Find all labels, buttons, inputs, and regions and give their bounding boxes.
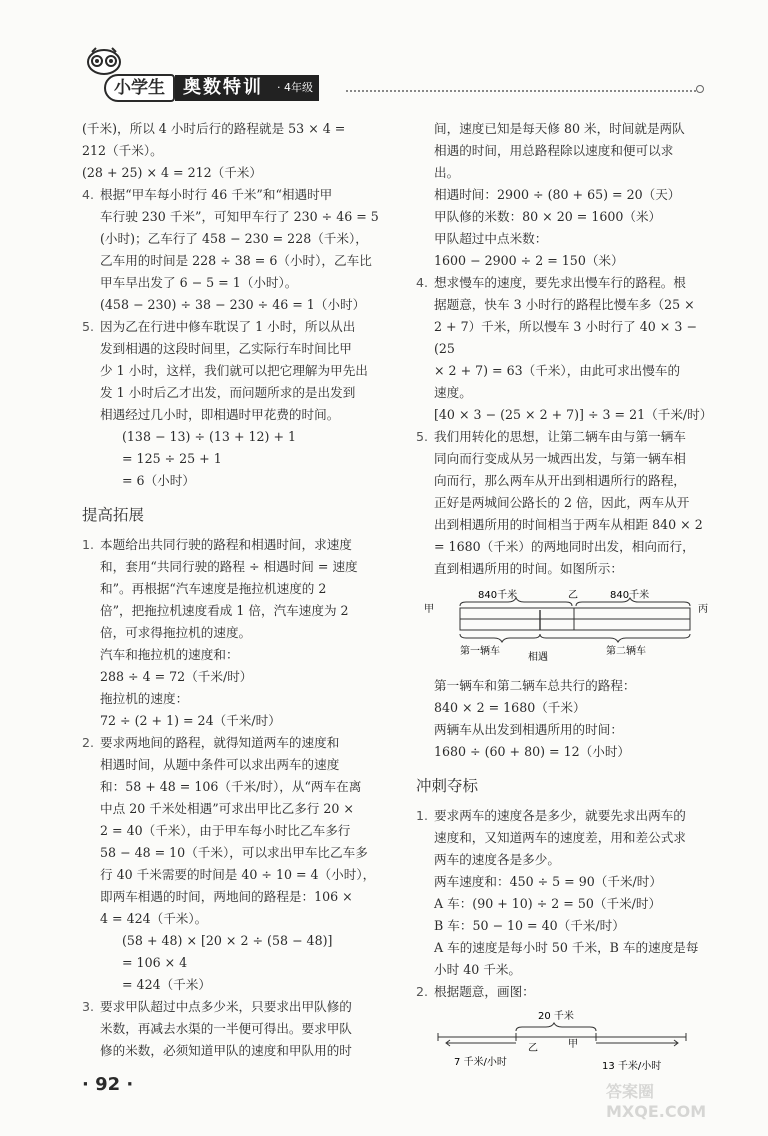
text-line: 同向而行变成从另一城西出发，与第一辆车相	[434, 451, 686, 466]
calc-line: 288 ÷ 4 = 72（千米/时）	[100, 669, 253, 684]
watermark	[606, 1082, 756, 1126]
calc-line: (458 − 230) ÷ 38 − 230 ÷ 46 = 1（小时）	[100, 297, 366, 312]
text-line: 即两车相遇的时间，两地间的路程是：106 ×	[100, 889, 353, 904]
calc-line: 相遇时间：2900 ÷ (80 + 65) = 20（天）	[434, 187, 681, 202]
text-line: 甲车早出发了 6 − 5 = 1（小时）。	[100, 275, 298, 290]
text-line: 和”。再根据“汽车速度是拖拉机速度的 2	[100, 581, 327, 596]
item-number: 4.	[416, 275, 429, 290]
text-line: 和：58 + 48 = 106（千米/时），从“两车在离	[100, 779, 362, 794]
grade-label: · 4年级	[271, 75, 319, 101]
text-line: (小时)；乙车行了 458 − 230 = 228（千米），	[100, 231, 368, 246]
advanced-5	[416, 426, 718, 580]
calc-line: = 125 ÷ 25 + 1	[122, 451, 222, 466]
right-speed-label: 13 千米/小时	[602, 1061, 662, 1072]
label-bing: 丙	[698, 604, 708, 615]
text-line: 根据“甲车每小时行 46 千米”和“相遇时甲	[100, 187, 333, 202]
brace-car2	[540, 634, 690, 642]
segment-label-left: 840千米	[478, 590, 518, 601]
item-number: 2.	[82, 735, 95, 750]
calc-line: B 车：50 − 10 = 40（千米/时）	[434, 918, 625, 933]
text-line: 出。	[434, 165, 460, 180]
section-heading-advanced: 提高拓展	[82, 506, 145, 524]
text-line: 正好是两城间公路长的 2 倍，因此，两车从开	[434, 495, 690, 510]
text-line: 根据题意，画图：	[434, 984, 535, 999]
book-title: 奥数特训	[175, 75, 271, 101]
text-line: 米数，再减去水渠的一半便可得出。要求甲队	[100, 1021, 352, 1036]
advanced-5-after	[416, 675, 718, 763]
advanced-3-continued	[416, 118, 718, 272]
advanced-2	[82, 732, 390, 996]
right-column	[416, 118, 718, 1082]
text-line: 我们用转化的思想，让第二辆车由与第一辆车	[434, 429, 686, 444]
text-line: 汽车和拖拉机的速度和：	[100, 647, 239, 662]
text-line: 相遇时间，从题中条件可以求出两车的速度	[100, 757, 340, 772]
text-line: 出到相遇所用的时间相当于两车从相距 840 × 2	[434, 517, 703, 532]
text-line: 速度。	[434, 385, 472, 400]
text-line: 车行驶 230 千米”，可知甲车行了 230 ÷ 46 = 5	[100, 209, 379, 224]
text-line: 58 − 48 = 10（千米），可以求出甲车比乙车多	[100, 845, 368, 860]
text-line: 想求慢车的速度，要先求出慢车行的路程。根	[434, 275, 686, 290]
advanced-1	[82, 534, 390, 732]
label-yi: 乙	[528, 1043, 538, 1054]
text-line: 和，套用“共同行驶的路程 ÷ 相遇时间 = 速度	[100, 559, 358, 574]
calc-line: 840 × 2 = 1680（千米）	[434, 700, 586, 715]
text-line: 直到相遇所用的时间。如图所示：	[434, 561, 623, 576]
calc-line: 甲队修的米数：80 × 20 = 1600（米）	[434, 209, 662, 224]
text-line: 相遇的时间，用总路程除以速度和便可以求	[434, 143, 674, 158]
text-line: 甲队超过中点米数：	[434, 231, 548, 246]
answer-4	[82, 184, 390, 316]
text-line: 中点 20 千米处相遇”可求出甲比乙多行 20 ×	[100, 801, 354, 816]
item-number: 1.	[82, 537, 95, 552]
calc-line: = 6（小时）	[122, 473, 195, 488]
text-line: 要求两车的速度各是多少，就要先求出两车的	[434, 808, 686, 823]
text-line: (千米)，所以 4 小时后行的路程就是 53 × 4 =	[82, 121, 346, 136]
text-line: 要求甲队超过中点多少米，只要求出甲队修的	[100, 999, 352, 1014]
text-line: 拖拉机的速度：	[100, 691, 189, 706]
arrow-right	[596, 1040, 678, 1046]
header-dot-end	[696, 85, 704, 93]
text-line: 倍”，把拖拉机速度看成 1 倍，汽车速度为 2	[100, 603, 349, 618]
text-line: 据题意，快车 3 小时行的路程比慢车多（25 ×	[434, 297, 695, 312]
calc-line: [40 × 3 − (25 × 2 + 7)] ÷ 3 = 21（千米/时）	[434, 407, 713, 422]
text-line: 修的米数，必须知道甲队的速度和甲队用的时	[100, 1043, 352, 1058]
text-line: 要求两地间的路程，就得知道两车的速度和	[100, 735, 340, 750]
text-line: 2 = 40（千米），由于甲车每小时比乙车多行	[100, 823, 351, 838]
text-line: 第一辆车和第二辆车总共行的路程：	[434, 678, 636, 693]
advanced-3	[82, 996, 390, 1062]
arrow-left	[446, 1040, 516, 1046]
text-line: 少 1 小时，这样，我们就可以把它理解为甲先出	[100, 363, 368, 378]
item-number: 5.	[416, 429, 429, 444]
label-jia: 甲	[424, 604, 434, 615]
challenge-1	[416, 805, 718, 981]
text-line: 相遇经过几小时，即相遇时甲花费的时间。	[100, 407, 340, 422]
distance-diagram	[416, 1007, 718, 1073]
calc-line: = 106 × 4	[122, 955, 188, 970]
text-line: 2 + 7）千米，所以慢车 3 小时行了 40 × 3 − (25	[434, 319, 697, 356]
calc-line: = 424（千米）	[122, 977, 211, 992]
page-number: · 92 ·	[82, 1074, 134, 1095]
calc-line: A 车：(90 + 10) ÷ 2 = 50（千米/时）	[434, 896, 662, 911]
text-line: 本题给出共同行驶的路程和相遇时间，求速度	[100, 537, 352, 552]
brace-top	[516, 1023, 596, 1031]
meeting-diagram	[416, 584, 718, 666]
calc-line: 72 ÷ (2 + 1) = 24（千米/时）	[100, 713, 281, 728]
item-number: 3.	[82, 999, 95, 1014]
label-yi: 乙	[568, 590, 578, 601]
watermark-text: 答案圈 MXQE.COM	[606, 1082, 707, 1121]
brand-label: 小学生	[104, 74, 175, 102]
label-jia: 甲	[568, 1039, 578, 1050]
section-heading-challenge: 冲刺夺标	[416, 777, 479, 795]
calc-line: 两车速度和：450 ÷ 5 = 90（千米/时）	[434, 874, 662, 889]
item-number: 1.	[416, 808, 429, 823]
page-header	[84, 46, 624, 106]
header-dotted-line	[346, 90, 696, 92]
item-number: 2.	[416, 984, 429, 999]
meet-label: 相遇	[528, 652, 548, 663]
book-brand	[104, 74, 319, 102]
text-line: 间，速度已知是每天修 80 米，时间就是两队	[434, 121, 685, 136]
advanced-4	[416, 272, 718, 426]
distance-label: 20 千米	[538, 1011, 574, 1022]
text-line: × 2 + 7) = 63（千米），由此可求出慢车的	[434, 363, 681, 378]
item-number: 4.	[82, 187, 95, 202]
left-column	[82, 118, 390, 1062]
text-line: 向而行，那么两车从开出到相遇所行的路程，	[434, 473, 686, 488]
text-line: = 1680（千米）的两地同时出发，相向而行，	[434, 539, 695, 554]
car2-label: 第二辆车	[606, 646, 646, 657]
text-line: 倍，可求得拖拉机的速度。	[100, 625, 252, 640]
answer-5	[82, 316, 390, 492]
text-line: 212（千米）。	[82, 143, 163, 158]
calc-line: (138 − 13) ÷ (13 + 12) + 1	[122, 429, 297, 444]
text-line: 两车的速度各是多少。	[434, 852, 560, 867]
text-line: 两辆车从出发到相遇所用的时间：	[434, 722, 623, 737]
car1-label: 第一辆车	[460, 646, 500, 657]
brace-car1	[460, 634, 540, 642]
calc-line: (58 + 48) × [20 × 2 ÷ (58 − 48)]	[122, 933, 333, 948]
text-line: 乙车用的时间是 228 ÷ 38 = 6（小时），乙车比	[100, 253, 372, 268]
calc-line: 1600 − 2900 ÷ 2 = 150（米）	[434, 253, 624, 268]
text-line: 发到相遇的这段时间里，乙实际行车时间比甲	[100, 341, 352, 356]
calc-line: (28 + 25) × 4 = 212（千米）	[82, 165, 262, 180]
text-line: 因为乙在行进中修车耽误了 1 小时，所以从出	[100, 319, 356, 334]
challenge-2	[416, 981, 718, 1003]
calc-line: 1680 ÷ (60 + 80) = 12（小时）	[434, 744, 631, 759]
text-line: 行 40 千米需要的时间是 40 ÷ 10 = 4（小时），	[100, 867, 376, 882]
text-line: 速度和，又知道两车的速度差，用和差公式求	[434, 830, 686, 845]
text-line: 小时 40 千米。	[434, 962, 522, 977]
item-number: 5.	[82, 319, 95, 334]
text-line: 发 1 小时后乙才出发，而问题所求的是出发到	[100, 385, 356, 400]
text-line: A 车的速度是每小时 50 千米，B 车的速度是每	[434, 940, 699, 955]
left-speed-label: 7 千米/小时	[454, 1057, 507, 1068]
text-line: 4 = 424（千米）。	[100, 911, 208, 926]
segment-label-right: 840千米	[610, 590, 650, 601]
